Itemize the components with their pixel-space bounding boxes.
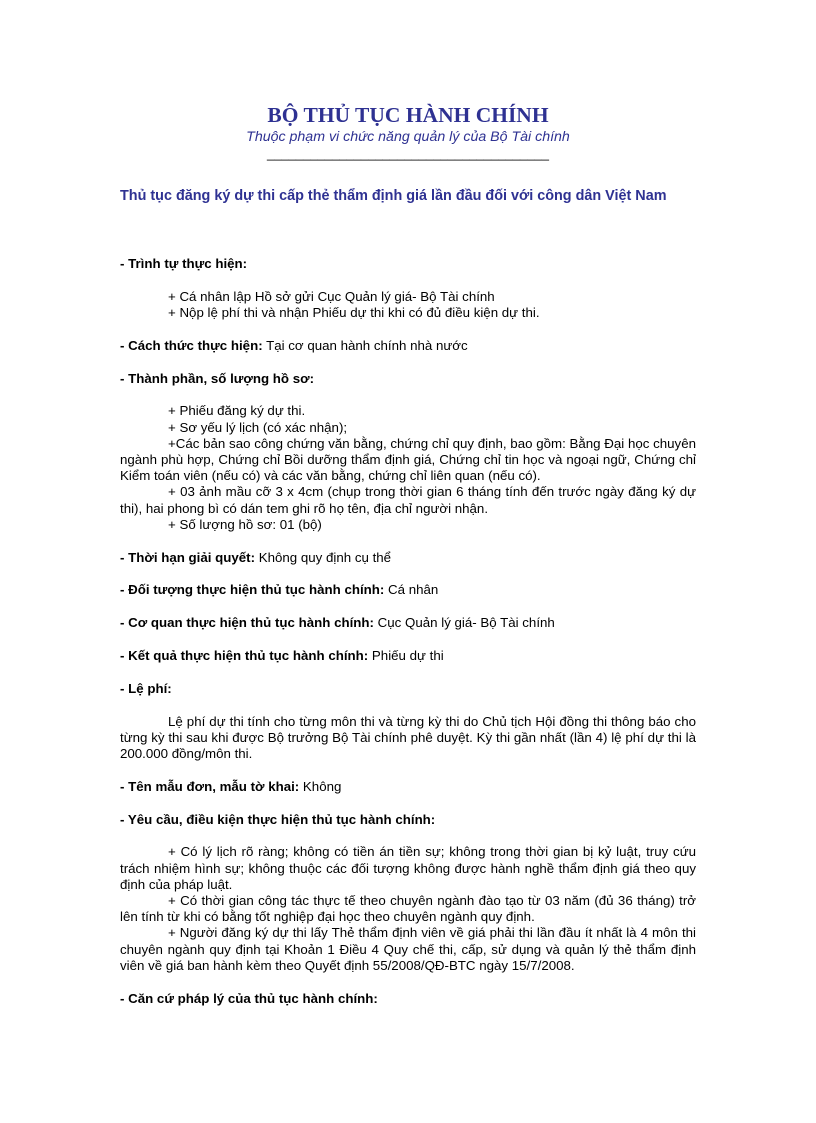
- section-can-cu: [120, 991, 696, 1007]
- list-item: +Các bản sao công chứng văn bằng, chứng chỉ quy định, bao gồm: Bằng Đại học chuyên ngành phù hợp, Chứng chỉ Bồi dưỡng thẩm định giá, Chứng chỉ tin học và ngoại ngữ, Chứng chỉ Kiểm toán viên (nếu có) và các văn bằng, chứng chỉ liên quan (nếu có).: [120, 435, 696, 484]
- section-le-phi: [120, 681, 696, 697]
- list-item: + Người đăng ký dự thi lấy Thẻ thẩm định viên về giá phải thi lần đầu ít nhất là 4 môn thi chuyên ngành quy định tại Khoản 1 Điều 4 Quy chế thi, cấp, sử dụng và quản lý thẻ thẩm định viên về giá ban hành kèm theo Quyết định 55/2008/QĐ-BTC ngày 15/7/2008.: [120, 925, 696, 973]
- le-phi-text: [120, 714, 696, 763]
- document-body: [120, 256, 696, 1023]
- section-label: - Kết quả thực hiện thủ tục hành chính:: [120, 648, 369, 663]
- section-trinh-tu: [120, 256, 696, 272]
- section-value: Cục Quản lý giá- Bộ Tài chính: [373, 615, 555, 631]
- section-cach-thuc: [120, 338, 696, 354]
- list-item: + Có lý lịch rõ ràng; không có tiền án tiền sự; không trong thời gian bị kỷ luật, truy cứu trách nhiệm hình sự; không thuộc các đối tượng không được hành nghề thẩm định giá theo quy định của pháp luật.: [120, 844, 696, 892]
- subtitle: Thuộc phạm vi chức năng quản lý của Bộ Tài chính: [246, 129, 570, 145]
- list-item: + Số lượng hồ sơ: 01 (bộ): [168, 516, 322, 532]
- section-label: - Trình tự thực hiện:: [120, 256, 248, 271]
- section-label: - Cách thức thực hiện:: [120, 337, 263, 353]
- section-label: - Cơ quan thực hiện thủ tục hành chính:: [120, 615, 374, 631]
- section-value: Cá nhân: [384, 582, 439, 598]
- section-label: - Căn cứ pháp lý của thủ tục hành chính:: [120, 990, 378, 1006]
- section-label: - Tên mẫu đơn, mẫu tờ khai:: [120, 778, 300, 794]
- section-co-quan: [120, 615, 696, 631]
- section-thoi-han: [120, 550, 696, 566]
- section-thanh-phan: [120, 371, 696, 387]
- header-divider: _______________________________________: [267, 146, 549, 161]
- section-value: Tại cơ quan hành chính nhà nước: [262, 337, 468, 353]
- list-item: + Có thời gian công tác thực tế theo chuyên ngành đào tạo từ 03 năm (đủ 36 tháng) trở lên tính từ khi có bằng tốt nghiệp đại học theo chuyên ngành quy định.: [120, 893, 696, 925]
- list-item: + Nộp lệ phí thi và nhận Phiếu dự thi khi có đủ điều kiện dự thi.: [168, 305, 540, 320]
- trinh-tu-list: [120, 289, 696, 321]
- list-item: + Sơ yếu lý lịch (có xác nhận);: [168, 419, 348, 435]
- list-item: + Cá nhân lập Hồ sở gửi Cục Quản lý giá- Bộ Tài chính: [168, 288, 495, 304]
- section-value: Phiếu dự thi: [368, 648, 444, 663]
- section-mau-don: [120, 779, 696, 795]
- section-value: Không quy định cụ thể: [255, 549, 392, 565]
- section-label: - Yêu cầu, điều kiện thực hiện thủ tục hành chính:: [120, 811, 436, 827]
- main-title: BỘ THỦ TỤC HÀNH CHÍNH: [267, 103, 549, 127]
- thanh-phan-list: [120, 403, 696, 533]
- section-label: - Thành phần, số lượng hồ sơ:: [120, 370, 314, 386]
- list-item: + 03 ảnh mầu cỡ 3 x 4cm (chụp trong thời gian 6 tháng tính đến trước ngày đăng ký dự thi), hai phong bì có dán tem ghi rõ họ tên, địa chỉ người nhận.: [120, 484, 696, 516]
- paragraph: Lệ phí dự thi tính cho từng môn thi và từng kỳ thi do Chủ tịch Hội đồng thi thông báo cho từng kỳ thi sau khi được Bộ trưởng Bộ Tài chính phê duyệt. Kỳ thi gần nhất (lần 4) lệ phí dự thi là 200.000 đồng/môn thi.: [120, 713, 696, 761]
- section-doi-tuong: [120, 582, 696, 598]
- section-label: - Lệ phí:: [120, 680, 172, 696]
- section-label: - Đối tượng thực hiện thủ tục hành chính:: [120, 582, 385, 598]
- section-label: - Thời hạn giải quyết:: [120, 549, 256, 565]
- procedure-title: Thủ tục đăng ký dự thi cấp thẻ thẩm định giá lần đầu đối với công dân Việt Nam: [120, 188, 667, 204]
- yeu-cau-list: [120, 844, 696, 974]
- document-header: [0, 102, 816, 162]
- section-value: Không: [299, 778, 342, 794]
- list-item: + Phiếu đăng ký dự thi.: [168, 403, 306, 419]
- section-yeu-cau: [120, 812, 696, 828]
- section-ket-qua: [120, 648, 696, 664]
